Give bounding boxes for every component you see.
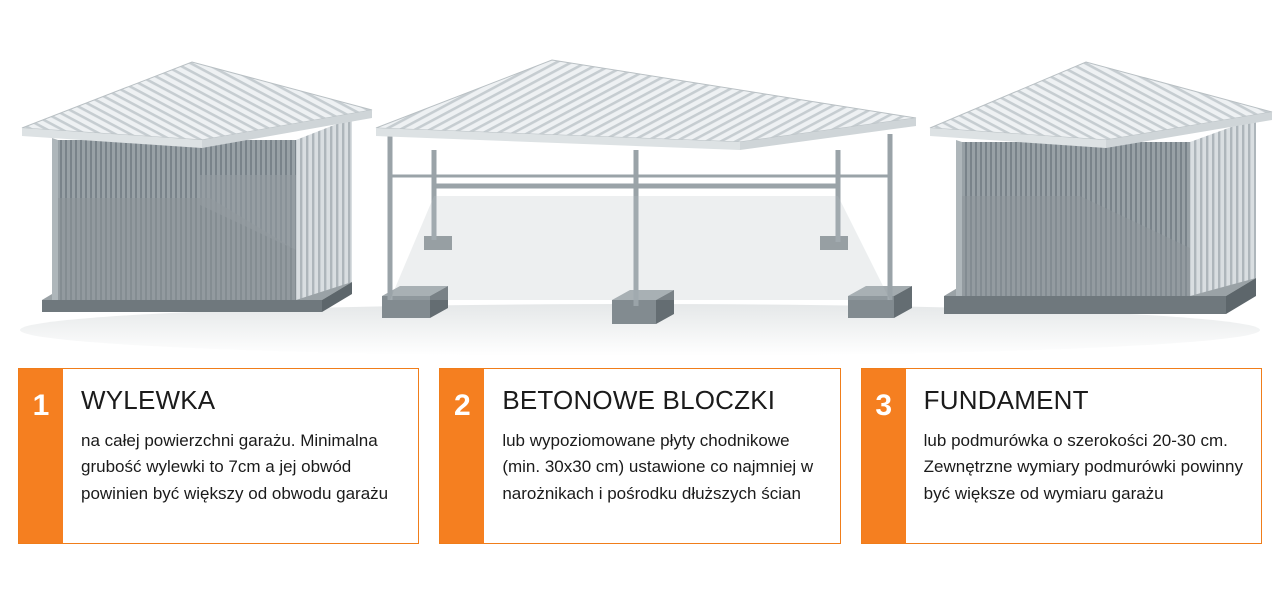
step-description-3: lub podmurówka o szerokości 20-30 cm. Zewnętrzne wymiary podmurówki powinny być większe od wymiaru garażu [923,431,1243,503]
step-card-1 [18,368,419,544]
garage-left-frame [52,138,58,300]
step-title-3: FUNDAMENT [923,385,1089,415]
garage-center-roof [376,60,916,150]
step-title-2: BETONOWE BLOCZKI [502,385,776,415]
garage-left [22,62,372,312]
garage-right-frame [956,140,962,296]
step-description-1: na całej powierzchni garażu. Minimalna grubość wylewki to 7cm a jej obwód powinien być większy od obwodu garażu [81,431,389,503]
step-card-body-3 [906,369,1261,543]
step-description-2: lub wypoziomowane płyty chodnikowe (min. 30x30 cm) ustawione co najmniej w narożnikach i pośrodku dłuższych ścian [502,431,814,503]
steps-list [0,368,1280,548]
garage-right [930,62,1272,314]
step-card-3 [861,368,1262,544]
step-number-badge-1: 1 [19,369,63,543]
step-title-1: WYLEWKA [81,385,216,415]
step-number-badge-2: 2 [440,369,484,543]
step-card-body-1 [63,369,418,543]
garage-left-side-wall [296,118,352,300]
step-card-body-2 [484,369,839,543]
garage-right-side-wall [1190,118,1256,296]
garage-center [376,60,916,324]
step-card-2 [439,368,840,544]
step-number-badge-3: 3 [862,369,906,543]
garage-center-floor [390,196,890,300]
